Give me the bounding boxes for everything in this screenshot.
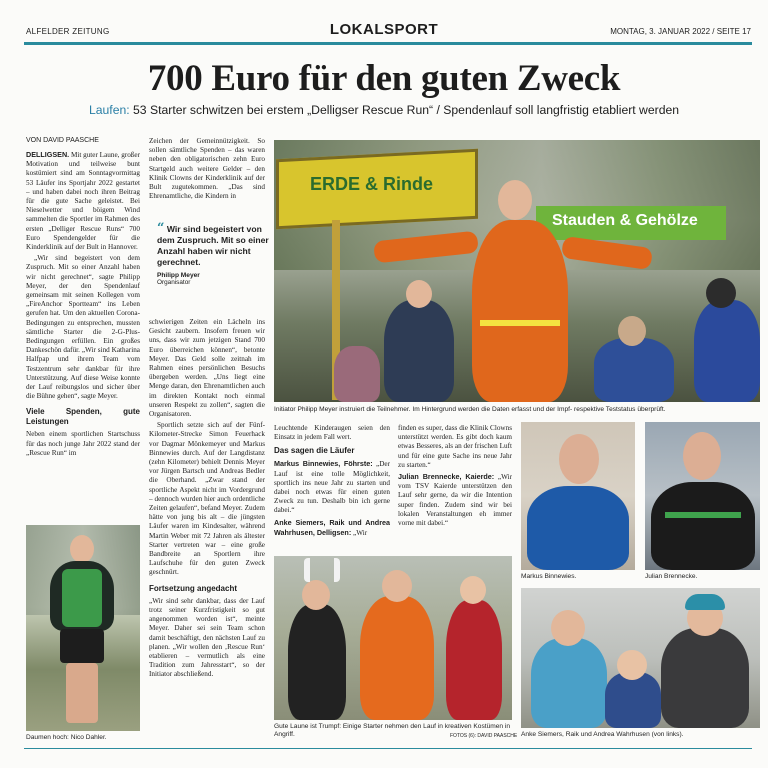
subheadline (0, 103, 768, 117)
col2-paragraph-2: schwierigen Zeiten ein Lächeln ins Gesicht zaubern. Insofern freuen wir uns, dass wir zum jetzigen Stand 700 Euro überreichen können“, betonte Meyer. Das Geld solle zeitnah im Rahmen eines persönlichen Besuchs übergeben werden. „Uns liegt eine Menge daran, den Ehrenamtlichen auch im direkten Kontakt noch einmal unseren Respekt zu zollen“, sagten die Organisatoren. (149, 318, 265, 419)
col2-paragraph-1: Zeichen der Gemeinnützigkeit. So sollen sämtliche Spenden – das waren neben den obligatorischen zehn Euro Startgeld auch weitere Gelder – den Klinik Clowns der Kinderklinik auf der Bult zugutekommen. „Das sind Ehrenamtliche, die Kindern in (149, 137, 265, 201)
brennecke-shirt (651, 482, 755, 570)
runner-legs (66, 663, 98, 723)
column-1 (26, 150, 140, 520)
participant-left (384, 300, 454, 402)
initiator-jacket (472, 220, 568, 402)
runner-red (446, 600, 502, 720)
anke-head (551, 610, 585, 646)
col3-paragraph-2: „Der Lauf ist eine tolle Möglichkeit, sportlich ins neue Jahr zu starten und dabei noch etwas für einen guten Zweck zu tun. Deshalb bin ich gerne dabei.“ (274, 460, 390, 515)
runner-orange-head (382, 570, 412, 602)
quote-role: Organisator (157, 279, 191, 286)
caption-costume: Gute Laune ist Trumpf: Einige Starter nehmen den Lauf in kreativen Kostümen in Angriff. (274, 723, 511, 738)
col1-paragraph-2: „Wir sind begeistert von dem Zuspruch. Mit so einer Anzahl haben wir nicht gerechnet“, sagte Philipp Meyer, der den Spendenlauf gemeinsam mit seinen Kollegen vom „FireAnchor Sportteam“ ins Leben gerufen hat. Um den aktuellen Corona-Bedingungen zu entsprechen, mussten sämtliche Starter die 2-G-Plus-Bedingungen erfüllen. Ein großes Dankeschön dafür. „Wir sind Katharina Halfpap und ihrem Team vom Testzentrum sehr dankbar für ihre Unterstützung. Auf diese Weise konnte der Lauf reibungslos und sicher über die Bühne gehen“, sagte Meyer. (26, 254, 140, 401)
col2-subheading: Fortsetzung angedacht (149, 583, 238, 593)
sign-left-text: ERDE & Rinde (310, 174, 434, 194)
participant-right-head (618, 316, 646, 346)
photo-markus-binnewies (521, 422, 635, 570)
caption-group: Anke Siemers, Raik und Andrea Wahrhusen (von links). (521, 731, 684, 738)
child-jacket (605, 672, 661, 728)
footer-rule (24, 748, 752, 749)
caption-brennecke: Julian Brennecke. (645, 573, 698, 580)
runner-head (70, 535, 94, 563)
quote-name: Philipp Meyer (157, 272, 200, 279)
photo-nico-dahler (26, 525, 140, 731)
col2-paragraph-4: „Wir sind sehr dankbar, dass der Lauf trotz seiner Kurzfristigkeit so gut angenommen worden ist“, meinte Meyer. Daher sei sein Team schon damit beschäftigt, den nächsten Lauf zu planen. „Wir wollen den ‚Rescue Run‘ etablieren – vermutlich als eine Tradition zum Jahresstart“, so der Initiator abschließend. (149, 596, 265, 679)
header-rule (24, 42, 752, 45)
col1-subheading: Viele Spenden, gute Leistungen (26, 407, 140, 427)
col3-paragraph-3: „Wir (351, 528, 368, 537)
participant-right-blue (594, 338, 674, 402)
col3-paragraph-1: Leuchtende Kinderaugen seien den Einsatz in jedem Fall wert. (274, 424, 390, 442)
participant-far-right-head (706, 278, 736, 308)
column-3 (274, 424, 390, 552)
runner-red-head (460, 576, 486, 604)
quote-mark-icon: “ (157, 221, 165, 236)
dateline: DELLIGSEN. (26, 150, 70, 159)
caption-main-photo: Initiator Philipp Meyer instruiert die Teilnehmer. Im Hintergrund werden die Daten erfasst und der Impf- respektive Teststatus überprüft. (274, 406, 666, 413)
sign-right-text: Stauden & Gehölze (552, 212, 698, 229)
caption-binnewies: Markus Binnewies. (521, 573, 577, 580)
headline: 700 Euro für den guten Zweck (147, 58, 621, 99)
col3-subheading: Das sagen die Läufer (274, 446, 355, 456)
issue-date: MONTAG, 3. JANUAR 2022 / SEITE 17 (610, 27, 751, 36)
subhead-text: 53 Starter schwitzen bei erstem „Delligser Rescue Run“ / Spendenlauf soll langfristig etabliert werden (133, 103, 680, 117)
col4-runner-name: Julian Brennecke, Kaierde: (398, 472, 495, 482)
column-2-lower (149, 318, 265, 743)
byline: VON DAVID PAASCHE (26, 137, 99, 144)
kicker: Laufen: (88, 103, 130, 117)
initiator-head (498, 180, 532, 220)
col3-runner-name-1: Markus Binnewies, Föhrste: (274, 459, 373, 469)
caption-nico-dahler: Daumen hoch: Nico Dahler. (26, 734, 107, 741)
pull-quote (157, 223, 269, 286)
section-title: LOKALSPORT (329, 21, 439, 38)
paper-name: ALFELDER ZEITUNG (26, 27, 110, 36)
runner-bunny-head (302, 580, 330, 610)
col4-paragraph-1: finden es super, dass die Klinik Clowns unterstützt werden. Es gibt doch kaum etwas Besseres, als an der frischen Luft und für eine gute Sache ins neue Jahr zu starten.“ (398, 424, 512, 469)
child-head (617, 650, 647, 680)
photo-group-wahrhusen (521, 588, 760, 728)
binnewies-head (559, 434, 599, 484)
col2-paragraph-3: Sportlich setzte sich auf der Fünf-Kilometer-Strecke Simon Feuerhack vor Dagmar Mönkemeyer und Markus Binnewies durch. Auf der Langdistanz (zehn Kilometer) behielt Dennis Meyer vor Jürgen Bartsch und Andreas Bedler die Oberhand. „Zwar stand der sportliche Aspekt nicht im Vordergrund – dennoch wurden hier auch ordentliche Zeiten gelaufen“, befand Meyer. Zudem hätte von jung bis alt – die jüngsten Läufer waren im Kindesalter, während Martin Weber mit 72 Jahren als ältester Starter vertreten war – eine große Bandbreite an Sportlern ihre Laufschuhe für den guten Zweck geschnürt. (149, 421, 265, 577)
participant-far-right (694, 300, 760, 402)
photo-costume-runners (274, 556, 512, 720)
runner-shorts (60, 629, 104, 663)
binnewies-shirt (527, 486, 629, 570)
col1-paragraph-3: Neben einem sportlichen Startschuss für das noch junge Jahr 2022 stand der „Rescue Run“ im (26, 430, 140, 457)
andrea-hat (685, 594, 725, 610)
column-4 (398, 424, 512, 552)
brennecke-stripe (665, 512, 741, 518)
brennecke-head (683, 432, 721, 480)
participant-left-head (406, 280, 432, 308)
col1-paragraph-1: Mit guter Laune, großer Motivation und teilweise bunt kostümiert sind am Sonntagvormittag 53 Läufer ins Sportjahr 2022 gestartet – und haben dabei noch ihren Beitrag für die gute Sache geleistet. Bei Nieselwetter und böigem Wind sammelten die Sportler im Rahmen des ersten „Delliger Rescue Runs“ 700 Euro Spendengelder für die Kinderklinik auf der Bult in Hannover. (26, 151, 140, 252)
runner-bunny (288, 604, 346, 720)
participant-child (334, 346, 380, 402)
anke-jacket (531, 638, 607, 728)
initiator-reflector (480, 320, 560, 326)
col3-runner-name-2: Anke Siemers, Raik und Andrea Wahrhusen, Delligsen: (274, 517, 390, 537)
bunny-ears (304, 558, 340, 582)
pull-quote-text (157, 223, 269, 268)
quote-body: Wir sind begeistert von dem Zuspruch. Mit so einer Anzahl haben wir nicht gerechnet. (157, 224, 269, 267)
runner-orange (360, 596, 434, 720)
photo-credit: FOTOS (6): DAVID PAASCHE (450, 733, 518, 739)
runner-jacket-panel (62, 569, 102, 627)
col4-paragraph-2: „Wir vom TSV Kaierde unterstützen den Lauf sehr gerne, da wir die Intention super finden. Zudem sind wir bei lokalen Veranstaltungen eh immer vorne mit dabei.“ (398, 473, 512, 528)
photo-main-instruction (274, 140, 760, 402)
andrea-jacket (661, 628, 749, 728)
photo-julian-brennecke (645, 422, 760, 570)
